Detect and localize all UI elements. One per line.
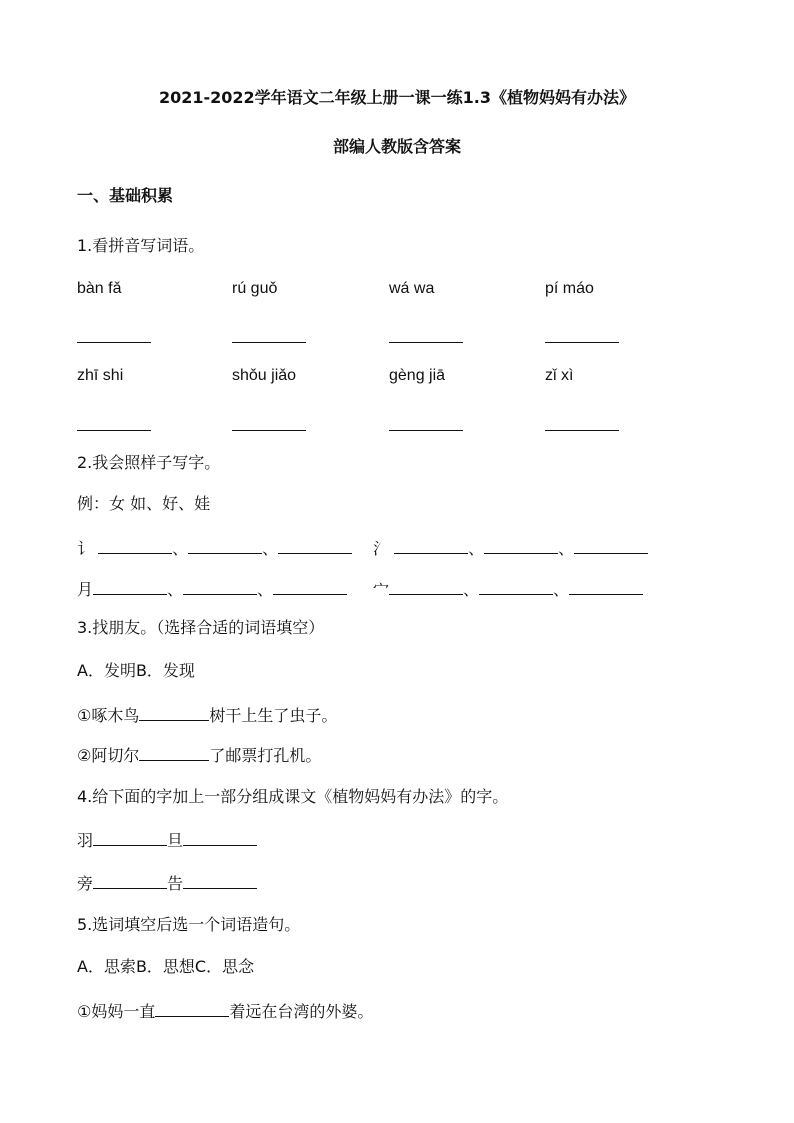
radical-label: 氵 xyxy=(373,539,390,558)
pinyin-label: gèng jiā xyxy=(389,367,446,384)
question-4-row-2: 旁 告 xyxy=(77,872,257,894)
answer-blank[interactable] xyxy=(188,537,262,554)
section-heading: 一、基础积累 xyxy=(77,186,174,205)
page-title: 2021-2022学年语文二年级上册一课一练1.3《植物妈妈有办法》 xyxy=(158,88,636,107)
answer-blank[interactable] xyxy=(574,537,648,554)
answer-blank[interactable] xyxy=(479,578,553,595)
answer-blank[interactable] xyxy=(93,829,167,846)
question-4-prompt: 4.给下面的字加上一部分组成课文《植物妈妈有办法》的字。 xyxy=(77,787,509,806)
worksheet-page: 2021-2022学年语文二年级上册一课一练1.3《植物妈妈有办法》 部编人教版含答案 一、基础积累 1.看拼音写词语。 bàn fǎ rú guǒ wá wa pí máo zhī shi shǒu jiǎo gèng jiā zǐ xì 2.我会照样子写字。 例：女 如、好、娃 讠 、 、 氵 、 、 月 、 、 宀 、 、 3.找朋友。（选择合适的词语填空） A．发明B．发现 ①啄木鸟 树干上生了虫子。 ②阿切尔 了邮票打孔机。 4.给下面的字加上一部分组成课文《植物妈妈有办法》的字。 羽 旦 旁 告 5.选词填空后选一个词语造句。 A．思索B．思想C．思念 ①妈妈一直 着远在台湾的外婆。 xyxy=(0,0,794,1123)
question-5-options: A．思索B．思想C．思念 xyxy=(77,957,255,976)
answer-blank[interactable] xyxy=(569,578,643,595)
answer-blank[interactable] xyxy=(183,872,257,889)
answer-row-1 xyxy=(0,324,794,346)
answer-blank[interactable] xyxy=(93,578,167,595)
pinyin-label: rú guǒ xyxy=(232,280,278,297)
radical-label: 月 xyxy=(77,580,94,599)
pinyin-label: bàn fǎ xyxy=(77,280,122,297)
question-3-item-1: ①啄木鸟 树干上生了虫子。 xyxy=(77,706,338,725)
answer-row-2 xyxy=(0,412,794,434)
pinyin-row-1 xyxy=(0,279,794,301)
question-1-prompt: 1.看拼音写词语。 xyxy=(77,236,205,255)
question-5-item-1: ①妈妈一直 着远在台湾的外婆。 xyxy=(77,1002,374,1021)
question-2-example: 例：女 如、好、娃 xyxy=(77,494,211,513)
answer-blank[interactable] xyxy=(232,412,306,431)
question-3-options: A．发明B．发现 xyxy=(77,661,195,680)
question-3-prompt: 3.找朋友。（选择合适的词语填空） xyxy=(77,618,325,637)
answer-blank[interactable] xyxy=(278,537,352,554)
radical-label: 讠 xyxy=(77,539,94,558)
answer-blank[interactable] xyxy=(389,412,463,431)
answer-blank[interactable] xyxy=(183,829,257,846)
question-2-prompt: 2.我会照样子写字。 xyxy=(77,453,221,472)
answer-blank[interactable] xyxy=(273,578,347,595)
answer-blank[interactable] xyxy=(232,324,306,343)
pinyin-label: wá wa xyxy=(389,280,435,297)
answer-blank[interactable] xyxy=(93,872,167,889)
answer-blank[interactable] xyxy=(183,578,257,595)
answer-blank[interactable] xyxy=(139,704,209,721)
answer-blank[interactable] xyxy=(545,324,619,343)
pinyin-row-2 xyxy=(0,366,794,388)
radical-label: 宀 xyxy=(373,580,390,599)
question-4-row-1: 羽 旦 xyxy=(77,829,257,851)
pinyin-label: zhī shi xyxy=(77,367,124,384)
answer-blank[interactable] xyxy=(155,1000,229,1017)
answer-blank[interactable] xyxy=(77,412,151,431)
answer-blank[interactable] xyxy=(545,412,619,431)
question-3-item-2: ②阿切尔 了邮票打孔机。 xyxy=(77,746,322,765)
answer-blank[interactable] xyxy=(389,578,463,595)
answer-blank[interactable] xyxy=(139,744,209,761)
answer-blank[interactable] xyxy=(77,324,151,343)
answer-blank[interactable] xyxy=(484,537,558,554)
answer-blank[interactable] xyxy=(394,537,468,554)
pinyin-label: pí máo xyxy=(545,280,594,297)
page-subtitle: 部编人教版含答案 xyxy=(332,137,461,156)
answer-blank[interactable] xyxy=(98,537,172,554)
pinyin-label: shǒu jiǎo xyxy=(232,367,297,384)
question-5-prompt: 5.选词填空后选一个词语造句。 xyxy=(77,915,301,934)
pinyin-label: zǐ xì xyxy=(545,367,574,384)
answer-blank[interactable] xyxy=(389,324,463,343)
